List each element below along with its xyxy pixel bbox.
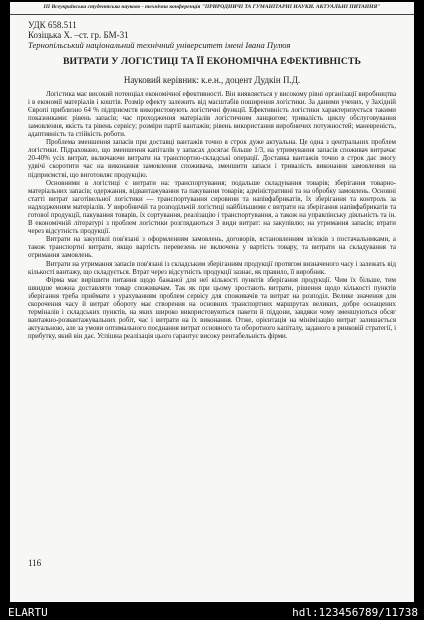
paragraph: Витрати на утримання запасів пов'язані із складським зберіганням продукції протягом визначеного часу і залежать від кількості вантажу, що складується. Втрат через відсутність продукції зазнає, як правило, її виробник. (28, 260, 396, 276)
paragraph: Фірма має вирішити питання щодо бажаної для неї кількості пунктів зберігання продукції. Чим їх більше, тим швидше можна доставляти товар споживачам. Так як при цьому зростають витрати, рішення щодо кількості пунктів зберігання треба приймати з урахуванням проблем сервісу для споживачів та витрат на розподіл. Велике значення для скорочення часу й витрат обороту має створення на основних транспортних маршрутах великих, добре оснащених терміналів і складських пунктів, на яких широко використовуються пакети й піддони, завдяки чому зменшуються обсяг вантажно-розвантажувальних робіт, час і витрати на їх виконання. Отже, орієнтація на мінімізацію витрат залишається актуальною, але за умови оптимального поєднання витрат основного та оборотного капіталу, заданого в ринковій стратегії, і прибутку, який він дає. Успішна реалізація цього гарантує високу рентабельність фірми. (28, 276, 396, 341)
repository-label: ELARTU (8, 606, 48, 619)
document-page (10, 2, 414, 602)
paragraph: Основними в логістиці є витрати на: транспортування; подальше складування товарів; зберігання товарно-матеріальних запасів; одержання, відвантажування та пакування товарів; адміністративні та на обробку замовлень. Основні статті витрат заготівельної логістики — транспортування сировини та напівфабрикатів, їх зберігання та контроль за надходженням матеріалів. У виробничій та розподільчій логістиці найбільшими є витрати на зберігання напівфабрикатів та готової продукції, пакування товарів, їх сортування, реалізацію і транспортування, а також на управлінську діяльність та ін. В економічній літературі з проблем логістики розглядаються 3 види витрат: на закупівлю; на утримання запасів; втрати через відсутність продукції. (28, 179, 396, 236)
viewer-footer (0, 606, 424, 620)
paragraph: Витрати на закупівлі пов'язані з оформленням замовлень, договорів, встановленням зв'язків з постачальниками, а також транспортні витрати, якщо вартість перевезень не включена у вартість товару, та витрати на складування та отримання замовлень. (28, 236, 396, 260)
supervisor-line: Науковий керівник: к.е.н., доцент Дудкін П.Д. (123, 74, 301, 85)
article-body (28, 91, 396, 342)
paragraph: Логістика має високий потенціал економічної ефективності. Він виявляється у високому рівні організації виробництва і в економії матеріалів і коштів. Розмір ефекту залежить від масштабів поширення логістики. За даними учених, у Західній Європі приблизно 64 % підприємств використовують логістичні функції. Ефективність логістики характеризується такими показниками: рівень запасів; час проходження матеріалів логістичним ланцюгом; тривалість циклу обслуговування замовлення, якість та рівень сервісу; розміри партії вантажів; рівень використання виробничих потужностей; маневреність, адаптивність та стійкість роботи. (28, 90, 396, 139)
paragraph: Проблема зменшення запасів при доставці вантажів точно в строк дуже актуальна. Це одна з центральних проблем логістики. Підраховано, що зменшення капіталів у запасах досягає більше 1/3, на утримування запасів споживач витрачає 20-40% усіх витрат, включаючи витрати на транспортно-складські операції. Доставка вантажів точно в строк дає змогу удвічі скоротити час на виконання замовлення споживача, зменшити запаси і тривалість виконання замовлення на підприємстві, що виготовляє продукцію. (28, 139, 396, 179)
page-number: 116 (28, 558, 42, 568)
handle-link[interactable]: hdl:123456789/11738 (292, 606, 418, 619)
affiliation: Тернопільський національний технічний університет імені Івана Пулюя (28, 39, 291, 50)
article-title: ВИТРАТИ У ЛОГІСТИЦІ ТА ЇЇ ЕКОНОМІЧНА ЕФЕКТИВНІСТЬ (62, 55, 362, 67)
author-line: Козіцька Х. –ст. гр. БМ-31 (28, 29, 129, 40)
conference-header: ІІІ Всеукраїнська студентська науково - технічна конференція "ПРИРОДНИЧІ ТА ГУМАНІТАРНІ НАУКИ. АКТУАЛЬНІ ПИТАННЯ" (10, 2, 414, 15)
udk-code: УДК 658.511 (28, 19, 77, 30)
